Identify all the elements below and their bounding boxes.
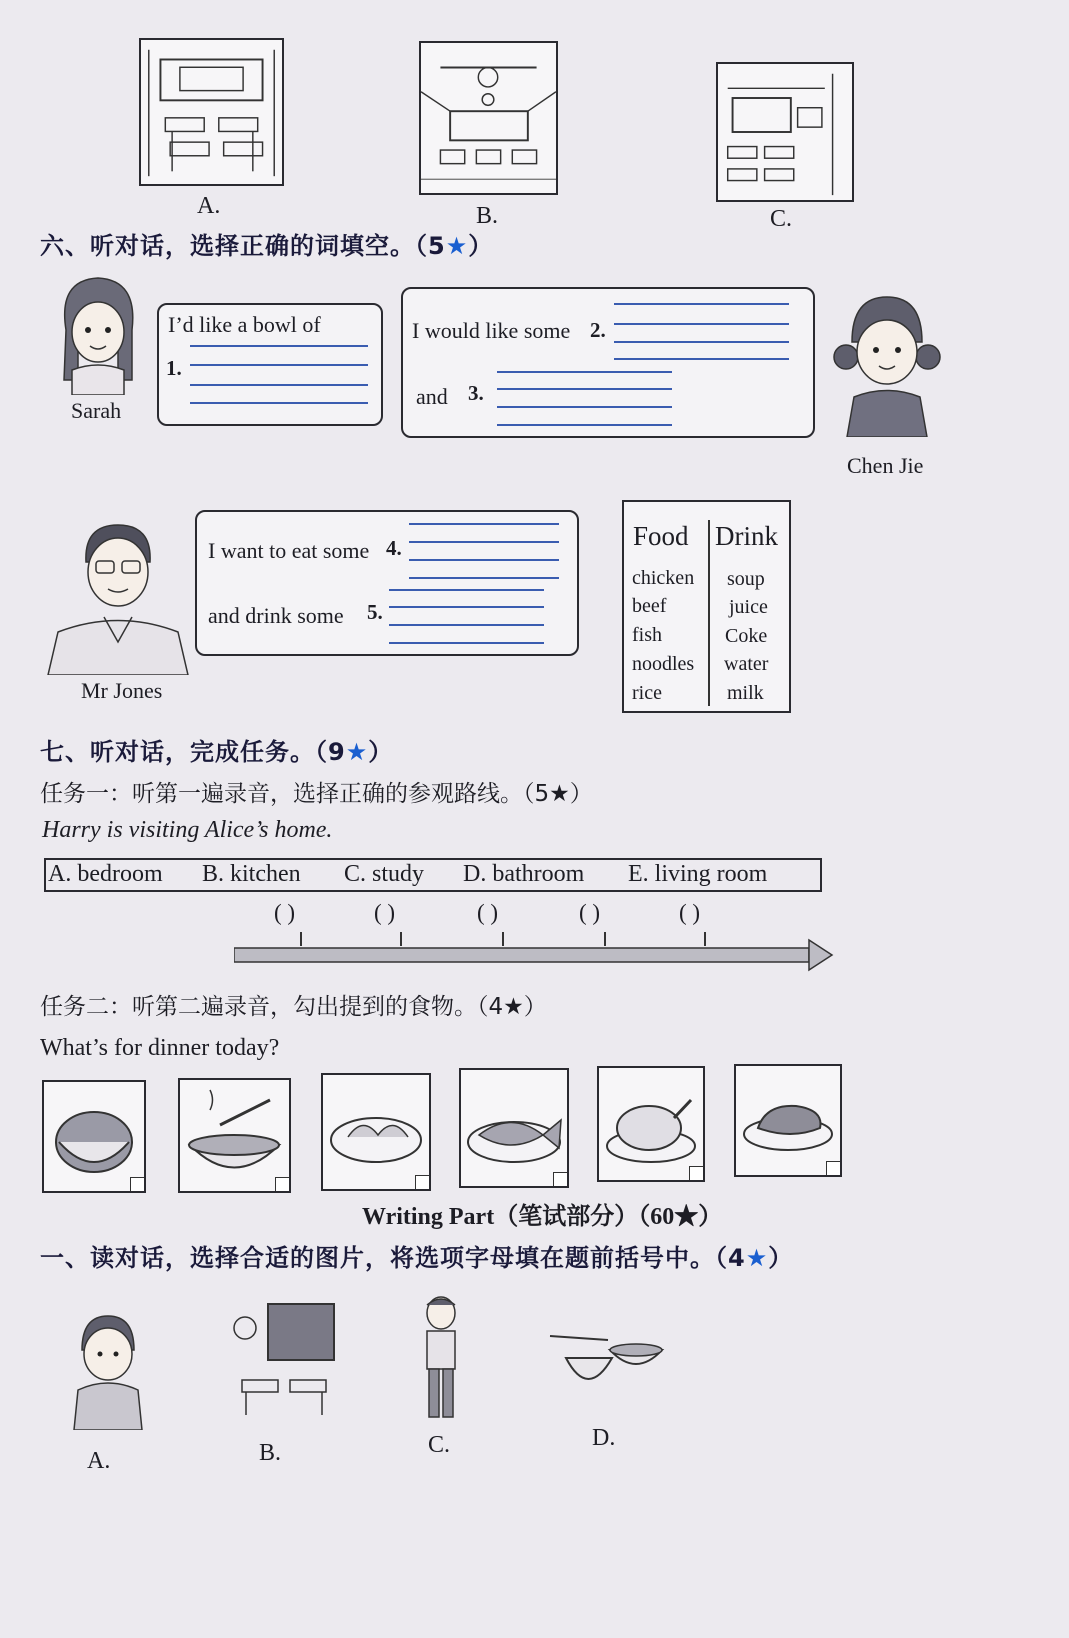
soup-checkbox[interactable] [275, 1177, 289, 1191]
chenjie-bubble [401, 287, 815, 438]
star-icon: ★ [745, 1244, 769, 1272]
chenjie-text-1: I would like some [412, 318, 571, 343]
blank-5-line[interactable] [389, 606, 544, 608]
blank-1-line[interactable] [190, 384, 368, 386]
blank-4-line[interactable] [409, 523, 559, 525]
food-item: fish [632, 624, 662, 646]
chenjie-text-2: and [416, 384, 448, 409]
drink-item: water [724, 653, 769, 675]
chenjie-name: Chen Jie [847, 453, 924, 478]
blank-2-number: 2. [590, 318, 606, 342]
option-bedroom: A. bedroom [48, 861, 163, 887]
chenjie-avatar [832, 292, 942, 437]
blank-3-line[interactable] [497, 406, 672, 408]
star-icon: ★ [345, 738, 369, 766]
picture-a-classroom [139, 38, 284, 186]
rice-icon[interactable] [42, 1080, 146, 1193]
route-answer-1[interactable]: ( ) [274, 900, 296, 925]
picture-b-label: B. [476, 203, 499, 229]
mrjones-text-2: and drink some [208, 603, 344, 628]
route-answer-5[interactable]: ( ) [679, 900, 701, 925]
option-a-label: A. [87, 1448, 111, 1474]
option-d-label: D. [592, 1425, 616, 1451]
food-item: beef [632, 595, 667, 617]
boy-with-backpack-icon [68, 1312, 148, 1434]
option-study: C. study [344, 861, 425, 887]
sarah-avatar [48, 270, 148, 395]
mrjones-text-1: I want to eat some [208, 538, 370, 563]
beef-checkbox[interactable] [826, 1161, 840, 1175]
drink-item: soup [727, 568, 765, 590]
chicken-icon[interactable] [597, 1066, 705, 1182]
writing-part-title: Writing Part（笔试部分）（60★） [362, 1204, 723, 1230]
picture-a-label: A. [197, 193, 221, 219]
mrjones-avatar [44, 517, 192, 675]
blank-2-line[interactable] [614, 323, 789, 325]
sarah-name: Sarah [71, 398, 122, 423]
fish-icon[interactable] [459, 1068, 569, 1188]
food-item: noodles [632, 653, 695, 675]
picture-b-classroom [419, 41, 558, 195]
soup-icon[interactable] [178, 1078, 291, 1193]
drink-item: juice [729, 596, 768, 618]
task1-title: 任务一：听第一遍录音，选择正确的参观路线。（5★） [40, 781, 593, 807]
blank-5-line[interactable] [389, 642, 544, 644]
blank-1-number: 1. [166, 356, 182, 380]
task2-question: What’s for dinner today? [40, 1035, 280, 1061]
classroom-icon [230, 1300, 338, 1422]
option-bathroom: D. bathroom [463, 861, 585, 887]
route-answer-3[interactable]: ( ) [477, 900, 499, 925]
mrjones-name: Mr Jones [81, 678, 163, 703]
blank-4-line[interactable] [409, 541, 559, 543]
blank-1-line[interactable] [190, 402, 368, 404]
option-b-label: B. [259, 1440, 282, 1466]
blank-4-line[interactable] [409, 577, 559, 579]
blank-4-number: 4. [386, 536, 402, 560]
section6-title: 六、听对话，选择正确的词填空。（5★） [40, 232, 494, 260]
section1-title: 一、读对话，选择合适的图片，将选项字母填在题前括号中。（4★） [40, 1244, 794, 1272]
option-living-room: E. living room [628, 861, 768, 887]
vegetables-checkbox[interactable] [415, 1175, 429, 1189]
beef-icon[interactable] [734, 1064, 842, 1177]
star-icon: ★ [445, 232, 469, 260]
drink-item: milk [727, 682, 764, 704]
blank-1-line[interactable] [190, 364, 368, 366]
drink-item: Coke [725, 625, 768, 647]
route-answer-4[interactable]: ( ) [579, 900, 601, 925]
blank-4-line[interactable] [409, 559, 559, 561]
food-item: chicken [632, 567, 695, 589]
boy-standing-icon [415, 1293, 467, 1423]
blank-5-line[interactable] [389, 589, 544, 591]
rice-checkbox[interactable] [130, 1177, 144, 1191]
task1-sentence: Harry is visiting Alice’s home. [42, 817, 333, 843]
blank-3-line[interactable] [497, 371, 672, 373]
blank-3-number: 3. [468, 381, 484, 405]
sarah-text: I’d like a bowl of [168, 312, 321, 337]
food-header: Food [633, 521, 689, 551]
blank-2-line[interactable] [614, 303, 789, 305]
blank-2-line[interactable] [614, 358, 789, 360]
route-answer-2[interactable]: ( ) [374, 900, 396, 925]
blank-2-line[interactable] [614, 341, 789, 343]
task2-title: 任务二：听第二遍录音，勾出提到的食物。（4★） [40, 994, 547, 1020]
blank-5-number: 5. [367, 600, 383, 624]
drink-header: Drink [715, 521, 778, 551]
option-c-label: C. [428, 1432, 451, 1458]
table-divider [708, 520, 710, 706]
blank-3-line[interactable] [497, 388, 672, 390]
route-arrow [234, 938, 834, 976]
option-kitchen: B. kitchen [202, 861, 301, 887]
picture-c-label: C. [770, 206, 793, 232]
picture-c-classroom [716, 62, 854, 202]
chicken-checkbox[interactable] [689, 1166, 703, 1180]
fish-checkbox[interactable] [553, 1172, 567, 1186]
blank-1-line[interactable] [190, 345, 368, 347]
mrjones-bubble [195, 510, 579, 656]
noodles-soup-icon [548, 1318, 666, 1397]
food-item: rice [632, 682, 662, 704]
blank-5-line[interactable] [389, 624, 544, 626]
section7-title: 七、听对话，完成任务。（9★） [40, 738, 394, 766]
vegetables-icon[interactable] [321, 1073, 431, 1191]
blank-3-line[interactable] [497, 424, 672, 426]
